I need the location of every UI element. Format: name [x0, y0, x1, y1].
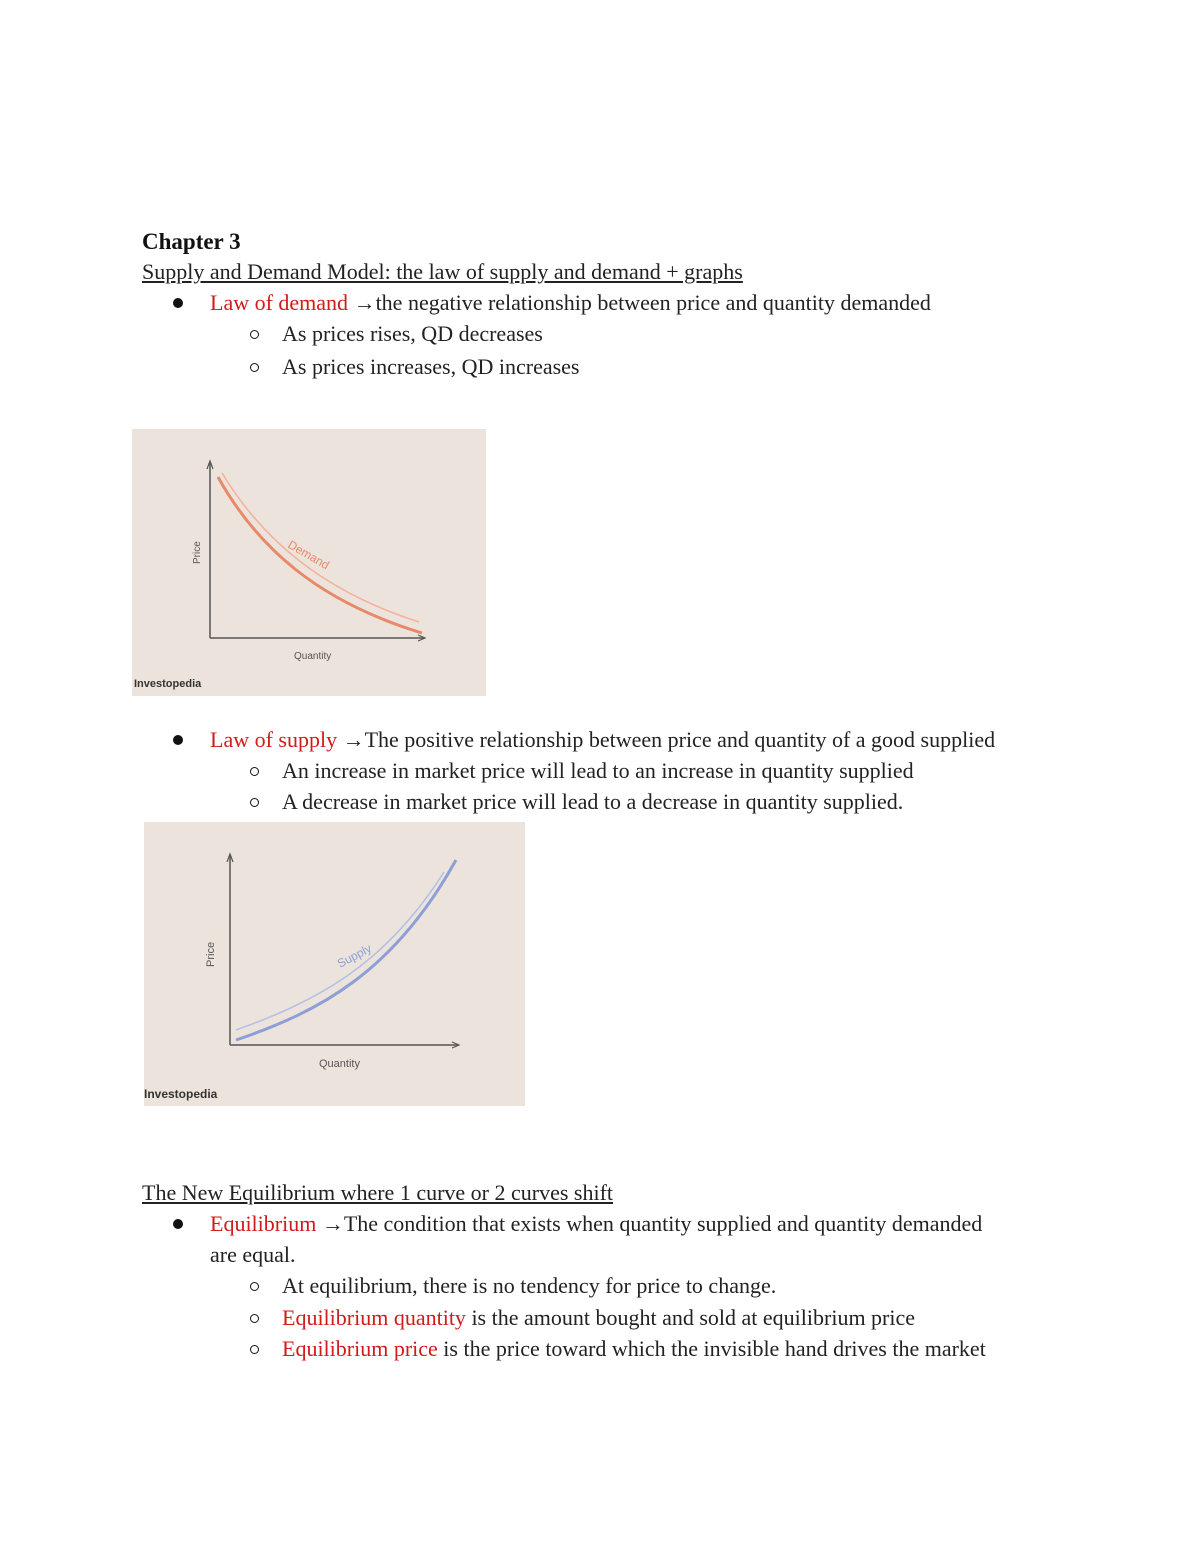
circle-bullet-icon — [250, 1314, 259, 1323]
equilibrium-sub-item-2 — [282, 1304, 915, 1332]
supply-curve — [236, 860, 456, 1040]
circle-bullet-icon — [250, 1345, 259, 1354]
law-of-supply-term: Law of supply — [210, 727, 338, 752]
demand-graph — [132, 429, 486, 696]
bullet-icon — [173, 1219, 183, 1229]
supply-curve-shadow — [236, 872, 444, 1030]
investopedia-credit: Investopedia — [144, 1087, 218, 1101]
equilibrium-definition: The condition that exists when quantity supplied and quantity demanded — [343, 1211, 983, 1236]
demand-graph-figure — [132, 429, 486, 696]
equilibrium-term: Equilibrium — [210, 1211, 317, 1236]
equilibrium-quantity-definition: is the amount bought and sold at equilibrium price — [471, 1305, 916, 1330]
quantity-axis-label: Quantity — [294, 651, 332, 662]
demand-sub-item-1: As prices rises, QD decreases — [282, 321, 543, 346]
price-axis-label: Price — [192, 541, 203, 564]
law-of-supply-item — [210, 726, 995, 754]
arrow-icon: → — [321, 1211, 344, 1236]
circle-bullet-icon — [250, 798, 259, 807]
section-heading-new-equilibrium: The New Equilibrium where 1 curve or 2 curves shift — [142, 1180, 614, 1205]
supply-sub-item-2: A decrease in market price will lead to a decrease in quantity supplied. — [282, 789, 904, 814]
investopedia-credit: Investopedia — [134, 678, 202, 690]
demand-curve-label: Demand — [285, 537, 332, 573]
equilibrium-definition-continued: are equal. — [210, 1242, 296, 1267]
law-of-demand-item — [210, 289, 931, 317]
bullet-icon — [173, 735, 183, 745]
circle-bullet-icon — [250, 767, 259, 776]
bullet-icon — [173, 298, 183, 308]
equilibrium-price-definition: is the price toward which the invisible hand drives the market — [443, 1336, 986, 1361]
arrow-icon: → — [342, 727, 365, 752]
price-axis-label: Price — [205, 941, 217, 967]
equilibrium-quantity-term: Equilibrium quantity — [282, 1305, 466, 1330]
equilibrium-sub-item-3 — [282, 1335, 986, 1363]
law-of-demand-term: Law of demand — [210, 290, 349, 315]
supply-sub-item-1: An increase in market price will lead to an increase in quantity supplied — [282, 758, 914, 783]
supply-curve-label: Supply — [334, 941, 374, 971]
equilibrium-item — [210, 1210, 982, 1238]
arrow-icon: → — [353, 290, 376, 315]
supply-graph-figure — [144, 822, 525, 1106]
circle-bullet-icon — [250, 363, 259, 372]
demand-curve-shadow — [222, 473, 419, 622]
law-of-demand-definition: the negative relationship between price and quantity demanded — [375, 290, 931, 315]
circle-bullet-icon — [250, 330, 259, 339]
demand-sub-item-2: As prices increases, QD increases — [282, 354, 580, 379]
quantity-axis-label: Quantity — [319, 1058, 360, 1070]
circle-bullet-icon — [250, 1282, 259, 1291]
equilibrium-sub-item-1: At equilibrium, there is no tendency for price to change. — [282, 1273, 777, 1298]
chapter-title: Chapter 3 — [142, 229, 241, 254]
section-heading-supply-demand: Supply and Demand Model: the law of supply and demand + graphs — [142, 259, 743, 284]
law-of-supply-definition: The positive relationship between price and quantity of a good supplied — [364, 727, 996, 752]
supply-graph — [144, 822, 525, 1106]
equilibrium-price-term: Equilibrium price — [282, 1336, 438, 1361]
